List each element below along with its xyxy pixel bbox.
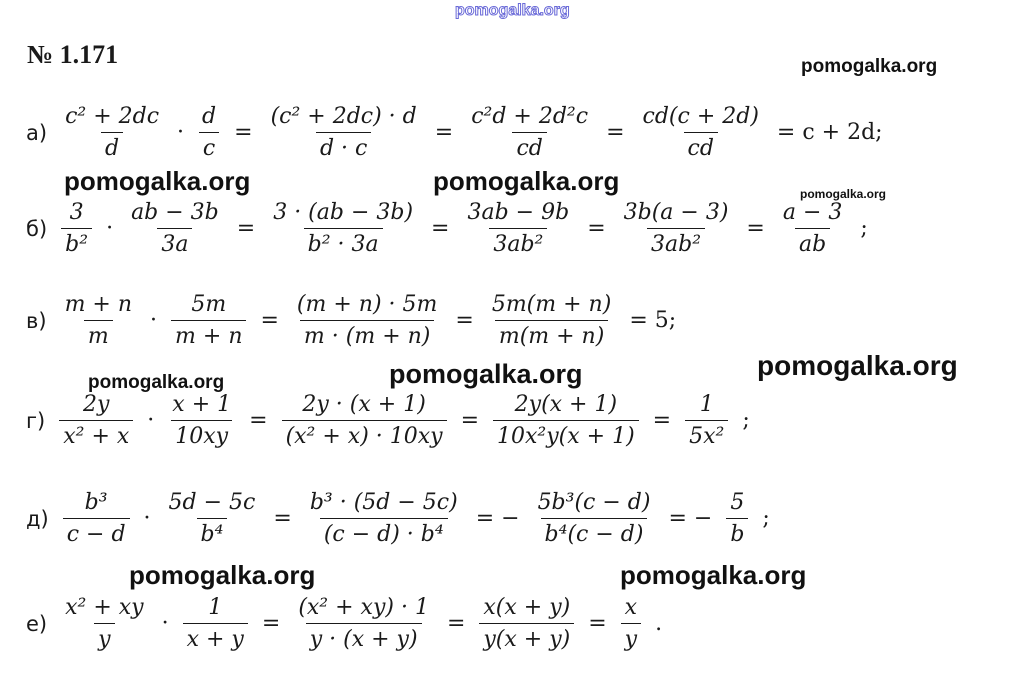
denominator: m(m + n) (495, 320, 608, 349)
numerator: 1 (699, 392, 714, 417)
denominator: b² (61, 228, 92, 257)
operator: = (606, 120, 625, 146)
numerator: m + n (64, 292, 133, 317)
denominator: d · c (316, 132, 371, 161)
numerator: 5b³(c − d) (537, 490, 651, 515)
operator: ; (742, 408, 750, 434)
denominator: ab (795, 228, 830, 257)
operator: = − (475, 506, 520, 532)
denominator: d (101, 132, 123, 161)
operator: = (236, 216, 256, 242)
numerator: 5d − 5c (168, 490, 256, 515)
denominator: m + n (171, 320, 246, 349)
row-label: д) (26, 506, 49, 531)
operator: = (652, 408, 672, 434)
operator: · (177, 120, 185, 146)
denominator: y (94, 623, 114, 652)
numerator: 2y · (x + 1) (302, 392, 426, 417)
watermark: pomogalka.org (620, 560, 807, 590)
operator: = (588, 611, 607, 637)
denominator: 10x²y(x + 1) (493, 420, 639, 449)
fraction (488, 292, 615, 350)
equation-row (26, 595, 670, 653)
fraction (59, 392, 133, 450)
numerator: (x² + xy) · 1 (298, 595, 429, 620)
operator: · (106, 216, 114, 242)
operator: = (273, 506, 292, 532)
numerator: d (202, 104, 217, 129)
fraction (534, 490, 655, 548)
operator: . (655, 611, 663, 637)
fraction (198, 104, 220, 162)
numerator: 3ab − 9b (467, 200, 570, 225)
fraction (165, 490, 260, 548)
numerator: ab − 3b (131, 200, 219, 225)
fraction (463, 200, 573, 258)
watermark: pomogalka.org (801, 56, 938, 77)
row-label: в) (26, 308, 47, 333)
denominator: m · (m + n) (300, 320, 434, 349)
numerator: (m + n) · 5m (296, 292, 438, 317)
fraction (63, 490, 130, 548)
fraction (127, 200, 223, 258)
numerator: b³ · (5d − 5c) (309, 490, 458, 515)
fraction (61, 200, 92, 258)
watermark: pomogalka.org (389, 359, 583, 389)
fraction (685, 392, 728, 450)
equation-row (26, 292, 684, 350)
operator: · (143, 506, 151, 532)
fraction (620, 200, 733, 258)
numerator: x² + xy (65, 595, 144, 620)
fraction (269, 200, 417, 258)
fraction (479, 595, 574, 653)
operator: = (455, 308, 474, 334)
fraction (171, 292, 246, 350)
fraction (306, 490, 462, 548)
operator: = (431, 216, 450, 242)
operator: = (234, 120, 253, 146)
denominator: (c − d) · b⁴ (320, 518, 448, 547)
denominator: x + y (183, 623, 248, 652)
numerator: 5 (730, 490, 745, 515)
denominator: (x² + x) · 10xy (282, 420, 447, 449)
operator: = (249, 408, 268, 434)
watermark: pomogalka.org (64, 166, 251, 196)
denominator: b⁴ (197, 518, 228, 547)
operator: · (161, 611, 169, 637)
numerator: 5m(m + n) (491, 292, 612, 317)
operator: = − (668, 506, 713, 532)
watermark-top: pomogalka.org (455, 2, 570, 19)
denominator: 3a (157, 228, 192, 257)
denominator: y · (x + y) (306, 623, 422, 652)
denominator: cd (512, 132, 546, 161)
fraction (294, 595, 433, 653)
denominator: c (199, 132, 219, 161)
denominator: cd (684, 132, 718, 161)
operator: = 5; (629, 308, 677, 334)
numerator: 3 (69, 200, 84, 225)
operator: · (150, 308, 158, 334)
operator: ; (860, 216, 868, 242)
exercise-number: № 1.171 (27, 40, 119, 69)
watermark: pomogalka.org (757, 350, 958, 381)
equation-row (26, 200, 876, 258)
equation-row (26, 490, 778, 548)
denominator: 3ab² (489, 228, 547, 257)
numerator: 3b(a − 3) (623, 200, 729, 225)
equation-row (26, 392, 758, 450)
numerator: 1 (208, 595, 223, 620)
fraction (183, 595, 248, 653)
operator: · (147, 408, 155, 434)
fraction (168, 392, 235, 450)
numerator: a − 3 (782, 200, 843, 225)
fraction (61, 595, 147, 653)
operator: ; (762, 506, 770, 532)
fraction (779, 200, 847, 258)
numerator: x + 1 (172, 392, 232, 417)
numerator: 2y(x + 1) (514, 392, 618, 417)
fraction (293, 292, 441, 350)
denominator: x² + x (59, 420, 133, 449)
row-label: а) (26, 120, 48, 145)
denominator: 5x² (685, 420, 728, 449)
numerator: (c² + 2dc) · d (270, 104, 417, 129)
denominator: b⁴(c − d) (541, 518, 648, 547)
fraction (61, 292, 136, 350)
numerator: cd(c + 2d) (642, 104, 759, 129)
numerator: 3 · (ab − 3b) (273, 200, 414, 225)
operator: = (260, 308, 279, 334)
row-label: б) (26, 216, 48, 241)
denominator: c − d (63, 518, 130, 547)
fraction (621, 595, 641, 653)
denominator: b (726, 518, 748, 547)
operator: = (434, 120, 454, 146)
operator: = (261, 611, 281, 637)
watermark: pomogalka.org (129, 560, 316, 590)
denominator: 3ab² (647, 228, 705, 257)
fraction (267, 104, 421, 162)
operator: = (746, 216, 765, 242)
denominator: y (621, 623, 641, 652)
operator: = c + 2d; (776, 120, 883, 146)
numerator: 2y (83, 392, 110, 417)
fraction (61, 104, 163, 162)
numerator: c²d + 2d²c (471, 104, 589, 129)
fraction (726, 490, 748, 548)
denominator: 10xy (171, 420, 232, 449)
numerator: x(x + y) (483, 595, 571, 620)
numerator: x (624, 595, 638, 620)
operator: = (460, 408, 480, 434)
fraction (639, 104, 763, 162)
operator: = (446, 611, 466, 637)
numerator: c² + 2dc (65, 104, 160, 129)
denominator: b² · 3a (304, 228, 383, 257)
watermark: pomogalka.org (88, 372, 225, 393)
numerator: 5m (191, 292, 227, 317)
denominator: m (84, 320, 113, 349)
watermark: pomogalka.org (800, 187, 887, 201)
equation-row (26, 104, 891, 162)
operator: = (587, 216, 606, 242)
fraction (467, 104, 592, 162)
denominator: y(x + y) (479, 623, 574, 652)
row-label: г) (26, 408, 46, 433)
row-label: е) (26, 611, 48, 636)
numerator: b³ (84, 490, 108, 515)
watermark: pomogalka.org (433, 166, 620, 196)
fraction (493, 392, 639, 450)
fraction (282, 392, 447, 450)
